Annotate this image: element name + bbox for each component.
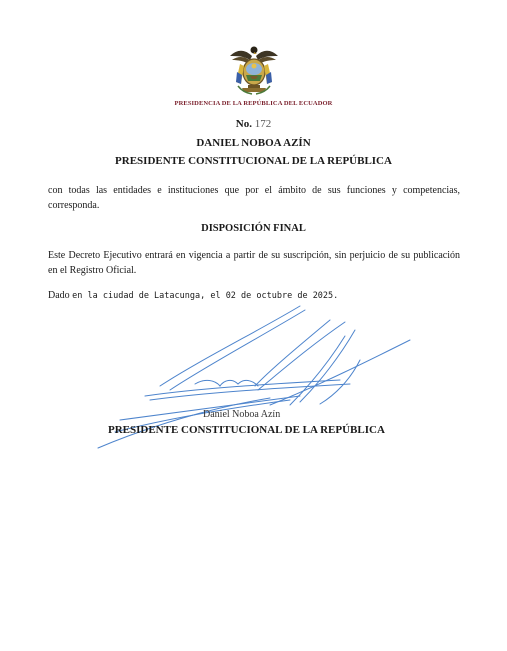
decree-number	[0, 118, 507, 130]
coat-of-arms-icon	[228, 42, 280, 96]
signatory-title: PRESIDENTE CONSTITUCIONAL DE LA REPÚBLICA	[108, 424, 385, 436]
decree-number-value: 172	[254, 118, 272, 130]
author-name: DANIEL NOBOA AZÍN	[196, 137, 311, 149]
author-title: PRESIDENTE CONSTITUCIONAL DE LA REPÚBLICA	[115, 155, 392, 167]
decree-number-label: No.	[235, 118, 252, 130]
body-paragraph-2: Este Decreto Ejecutivo entrará en vigencia a partir de su suscripción, sin perjuicio de su publicación en el Registro Oficial.	[48, 250, 460, 276]
office-header: PRESIDENCIA DE LA REPÚBLICA DEL ECUADOR	[174, 100, 333, 107]
signatory-name: Daniel Noboa Azín	[203, 409, 281, 420]
date-text: en la ciudad de Latacunga, el 02 de octubre de 2025.	[72, 291, 339, 301]
body-paragraph-1: con todas las entidades e instituciones que por el ámbito de sus funciones y competencias, corresponda.	[48, 185, 460, 211]
section-heading: DISPOSICIÓN FINAL	[201, 223, 306, 234]
date-prefix: Dado	[48, 290, 70, 301]
date-line	[48, 290, 338, 301]
